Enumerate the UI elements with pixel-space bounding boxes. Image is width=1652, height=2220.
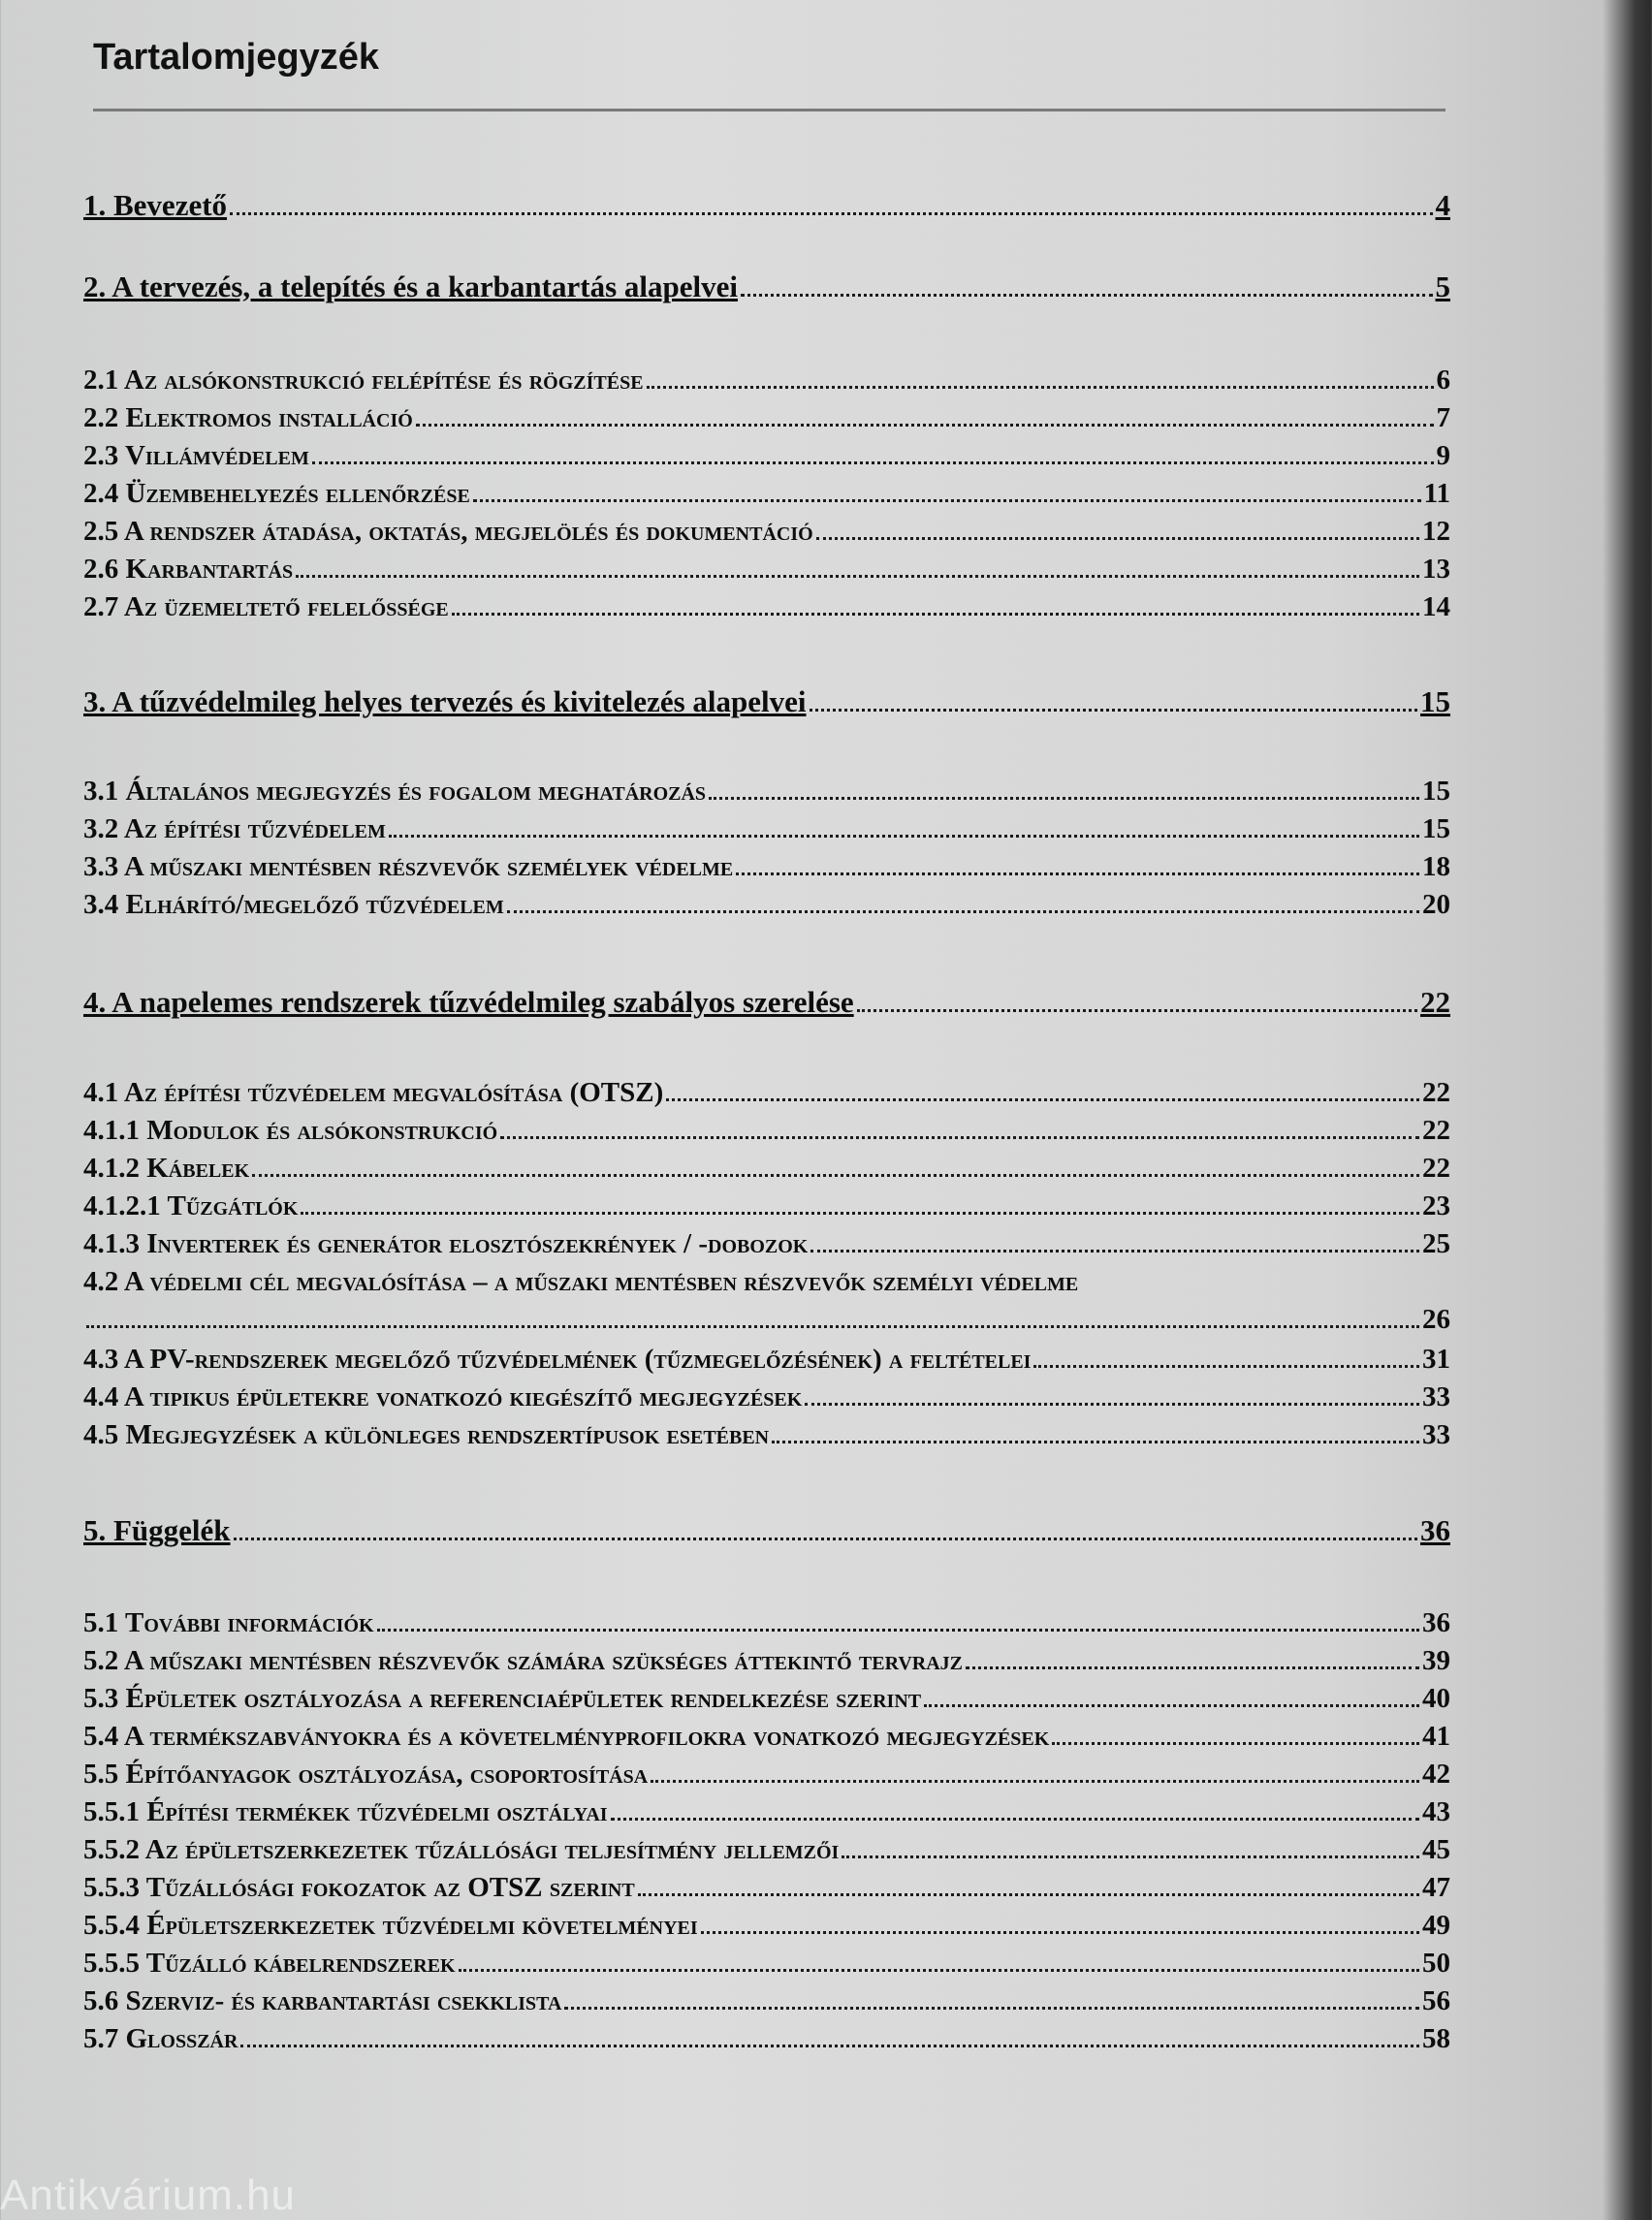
toc-leader-dots xyxy=(709,797,1419,800)
toc-entry-title: 2.3 Villámvédelem xyxy=(83,440,309,471)
toc-section-entry xyxy=(83,1077,1450,1109)
toc-page-number: 6 xyxy=(1436,365,1450,396)
toc-leader-dots xyxy=(741,294,1433,297)
toc-leader-dots xyxy=(651,1780,1419,1783)
toc-page-number: 7 xyxy=(1436,402,1450,433)
toc-entry-title: 5.1 További információk xyxy=(83,1607,374,1638)
toc-section-entry xyxy=(83,1228,1450,1260)
toc-section-entry xyxy=(83,365,1450,396)
toc-page-number: 22 xyxy=(1422,1115,1450,1146)
toc-page-number: 12 xyxy=(1422,516,1450,547)
toc-entry-title: 3.4 Elhárító/megelőző tűzvédelem xyxy=(83,889,504,920)
toc-leader-dots xyxy=(1052,1742,1419,1745)
toc-leader-dots xyxy=(805,1403,1419,1406)
toc-section-entry xyxy=(83,2023,1450,2055)
toc-page-number: 15 xyxy=(1422,776,1450,807)
toc-page-number: 58 xyxy=(1422,2023,1450,2054)
toc-entry-title: 4.1.2 Kábelek xyxy=(83,1153,250,1184)
toc-entry-title: 3.1 Általános megjegyzés és fogalom meghatározás xyxy=(83,776,707,807)
toc-chapter-entry xyxy=(83,270,1450,304)
toc-page-number: 23 xyxy=(1422,1190,1450,1221)
toc-entry-title: 4.2 A védelmi cél megvalósítása – a műszaki mentésben részvevők személyi védelme xyxy=(83,1266,1079,1297)
watermark-text: Antikvárium.hu xyxy=(0,2172,297,2219)
toc-entry-title: 5. Függelék xyxy=(83,1513,231,1547)
toc-entry-title: 4.3 A PV-rendszerek megelőző tűzvédelmének (tűzmegelőzésének) a feltételei xyxy=(83,1344,1032,1375)
toc-section-entry xyxy=(83,776,1450,808)
toc-leader-dots xyxy=(924,1704,1419,1707)
toc-leader-dots xyxy=(666,1098,1419,1101)
toc-section-entry xyxy=(83,402,1450,434)
toc-section-entry xyxy=(83,478,1450,510)
toc-entry-title: 4.5 Megjegyzések a különleges rendszertípusok esetében xyxy=(83,1419,770,1450)
toc-leader-dots xyxy=(377,1629,1419,1632)
toc-page-number: 15 xyxy=(1420,684,1450,718)
toc-section-entry xyxy=(83,851,1450,883)
toc-entry-title: 2.7 Az üzemeltető felelőssége xyxy=(83,591,449,622)
toc-leader-dots xyxy=(240,2045,1419,2047)
toc-page-number: 4 xyxy=(1435,188,1450,222)
toc-page-number: 33 xyxy=(1422,1381,1450,1412)
toc-leader-dots xyxy=(86,1325,1419,1328)
toc-section-entry xyxy=(83,440,1450,472)
toc-entry-title: 4.1.3 Inverterek és generátor elosztószekrények / -dobozok xyxy=(83,1228,809,1259)
toc-entry-title: 2.1 Az alsókonstrukció felépítése és rögzítése xyxy=(83,365,644,396)
toc-section-entry xyxy=(83,1304,1450,1336)
toc-leader-dots xyxy=(301,1212,1419,1215)
toc-entry-title: 2.4 Üzembehelyezés ellenőrzése xyxy=(83,478,470,509)
toc-section-entry xyxy=(83,1153,1450,1185)
toc-leader-dots xyxy=(857,1009,1417,1012)
toc-leader-dots xyxy=(966,1666,1419,1669)
toc-leader-dots xyxy=(389,835,1419,838)
toc-page-number: 25 xyxy=(1422,1228,1450,1259)
toc-section-entry xyxy=(83,1190,1450,1222)
toc-page-number: 18 xyxy=(1422,851,1450,882)
toc-section-entry xyxy=(83,1796,1450,1828)
toc-section-entry xyxy=(83,591,1450,623)
toc-section-entry xyxy=(83,1910,1450,1942)
toc-leader-dots xyxy=(452,613,1419,616)
toc-leader-dots xyxy=(736,872,1419,875)
toc-section-entry xyxy=(83,889,1450,921)
toc-entry-title: 1. Bevezető xyxy=(83,188,228,222)
toc-page-number: 11 xyxy=(1423,478,1450,509)
toc-section-entry xyxy=(83,1721,1450,1753)
toc-section-entry xyxy=(83,1683,1450,1715)
toc-section-entry xyxy=(83,1607,1450,1639)
toc-page-number: 56 xyxy=(1422,1985,1450,2016)
toc-page-number: 22 xyxy=(1422,1077,1450,1108)
toc-entry-title: 5.5.1 Építési termékek tűzvédelmi osztályai xyxy=(83,1796,608,1827)
toc-entry-title: 5.5.2 Az épületszerkezetek tűzállósági teljesítmény jellemzői xyxy=(83,1834,840,1865)
toc-leader-dots xyxy=(564,2007,1419,2010)
toc-section-entry xyxy=(83,1834,1450,1866)
toc-page-number: 22 xyxy=(1420,985,1450,1019)
toc-page-number: 15 xyxy=(1422,813,1450,844)
toc-chapter-entry xyxy=(83,684,1450,719)
toc-page-number: 39 xyxy=(1422,1645,1450,1676)
toc-page-number: 33 xyxy=(1422,1419,1450,1450)
toc-leader-dots xyxy=(810,709,1417,712)
toc-page-number: 40 xyxy=(1422,1683,1450,1714)
toc-leader-dots xyxy=(459,1969,1419,1972)
toc-leader-dots xyxy=(500,1136,1419,1139)
toc-page-number: 43 xyxy=(1422,1796,1450,1827)
toc-section-entry xyxy=(83,1266,1450,1298)
toc-leader-dots xyxy=(638,1893,1419,1896)
toc-section-entry xyxy=(83,1948,1450,1980)
toc-page-number: 20 xyxy=(1422,889,1450,920)
toc-page-number: 36 xyxy=(1420,1513,1450,1547)
toc-entry-title: 3.2 Az építési tűzvédelem xyxy=(83,813,386,844)
toc-page-number: 31 xyxy=(1422,1344,1450,1375)
toc-page-number: 45 xyxy=(1422,1834,1450,1865)
toc-entry-title: 5.7 Glosszár xyxy=(83,2023,238,2054)
toc-entry-title: 2. A tervezés, a telepítés és a karbantartás alapelvei xyxy=(83,270,738,303)
toc-page-number: 22 xyxy=(1422,1153,1450,1184)
toc-page-number: 26 xyxy=(1422,1304,1450,1335)
toc-section-entry xyxy=(83,1419,1450,1451)
toc-page-number: 42 xyxy=(1422,1759,1450,1790)
toc-section-entry xyxy=(83,554,1450,586)
toc-entry-title: 5.5.3 Tűzállósági fokozatok az OTSZ szerint xyxy=(83,1872,635,1903)
toc-section-entry xyxy=(83,813,1450,845)
toc-leader-dots xyxy=(611,1818,1419,1821)
toc-entry-title: 3. A tűzvédelmileg helyes tervezés és kivitelezés alapelvei xyxy=(83,684,807,718)
toc-section-entry xyxy=(83,1344,1450,1376)
toc-chapter-entry xyxy=(83,1513,1450,1548)
toc-entry-title: 2.6 Karbantartás xyxy=(83,554,294,585)
page-title: Tartalomjegyzék xyxy=(93,37,379,78)
toc-leader-dots xyxy=(810,1250,1419,1253)
toc-entry-title: 4.4 A tipikus épületekre vonatkozó kiegészítő megjegyzések xyxy=(83,1381,803,1412)
toc-page-number: 14 xyxy=(1422,591,1450,622)
toc-entry-title: 5.4 A termékszabványokra és a követelményprofilokra vonatkozó megjegyzések xyxy=(83,1721,1050,1752)
toc-leader-dots xyxy=(416,424,1434,427)
toc-leader-dots xyxy=(772,1441,1419,1443)
toc-entry-title: 5.5 Építőanyagok osztályozása, csoportosítása xyxy=(83,1759,649,1790)
toc-section-entry xyxy=(83,1381,1450,1413)
toc-page-number: 13 xyxy=(1422,554,1450,585)
toc-leader-dots xyxy=(230,212,1432,215)
toc-entry-title: 5.2 A műszaki mentésben részvevők számára szükséges áttekintő tervrajz xyxy=(83,1645,964,1676)
toc-entry-title: 5.5.4 Épületszerkezetek tűzvédelmi követelményei xyxy=(83,1910,698,1941)
toc-leader-dots xyxy=(647,386,1434,389)
toc-section-entry xyxy=(83,516,1450,548)
toc-page-number: 47 xyxy=(1422,1872,1450,1903)
toc-entry-title: 4.1.2.1 Tűzgátlók xyxy=(83,1190,299,1221)
toc-section-entry xyxy=(83,1115,1450,1147)
toc-section-entry xyxy=(83,1872,1450,1904)
toc-entry-title: 4.1.1 Modulok és alsókonstrukció xyxy=(83,1115,498,1146)
toc-entry-title: 3.3 A műszaki mentésben részvevők személyek védelme xyxy=(83,851,734,882)
toc-chapter-entry xyxy=(83,985,1450,1020)
toc-leader-dots xyxy=(842,1855,1419,1858)
toc-page-number: 50 xyxy=(1422,1948,1450,1979)
toc-page-number: 9 xyxy=(1436,440,1450,471)
toc-entry-title: 5.6 Szerviz- és karbantartási csekklista xyxy=(83,1985,562,2016)
toc-leader-dots xyxy=(312,461,1434,464)
toc-page-number: 36 xyxy=(1422,1607,1450,1638)
toc-page-number: 41 xyxy=(1422,1721,1450,1752)
toc-page-number: 49 xyxy=(1422,1910,1450,1941)
toc-leader-dots xyxy=(234,1538,1417,1540)
toc-leader-dots xyxy=(473,499,1421,502)
toc-entry-title: 4.1 Az építési tűzvédelem megvalósítása (OTSZ) xyxy=(83,1077,664,1108)
toc-entry-title: 5.5.5 Tűzálló kábelrendszerek xyxy=(83,1948,456,1979)
toc-section-entry xyxy=(83,1645,1450,1677)
toc-entry-title: 5.3 Épületek osztályozása a referenciaépületek rendelkezése szerint xyxy=(83,1683,922,1714)
toc-leader-dots xyxy=(1033,1365,1419,1368)
toc-chapter-entry xyxy=(83,188,1450,223)
toc-leader-dots xyxy=(507,910,1419,913)
toc-leader-dots xyxy=(816,537,1419,540)
toc-entry-title: 2.2 Elektromos installáció xyxy=(83,402,413,433)
toc-leader-dots xyxy=(701,1931,1419,1934)
toc-page-number: 5 xyxy=(1435,270,1450,303)
toc-entry-title: 4. A napelemes rendszerek tűzvédelmileg szabályos szerelése xyxy=(83,985,854,1019)
toc-leader-dots xyxy=(296,575,1419,578)
toc-entry-title: 2.5 A rendszer átadása, oktatás, megjelölés és dokumentáció xyxy=(83,516,813,547)
toc-section-entry xyxy=(83,1985,1450,2017)
toc-section-entry xyxy=(83,1759,1450,1791)
toc-leader-dots xyxy=(252,1174,1419,1177)
